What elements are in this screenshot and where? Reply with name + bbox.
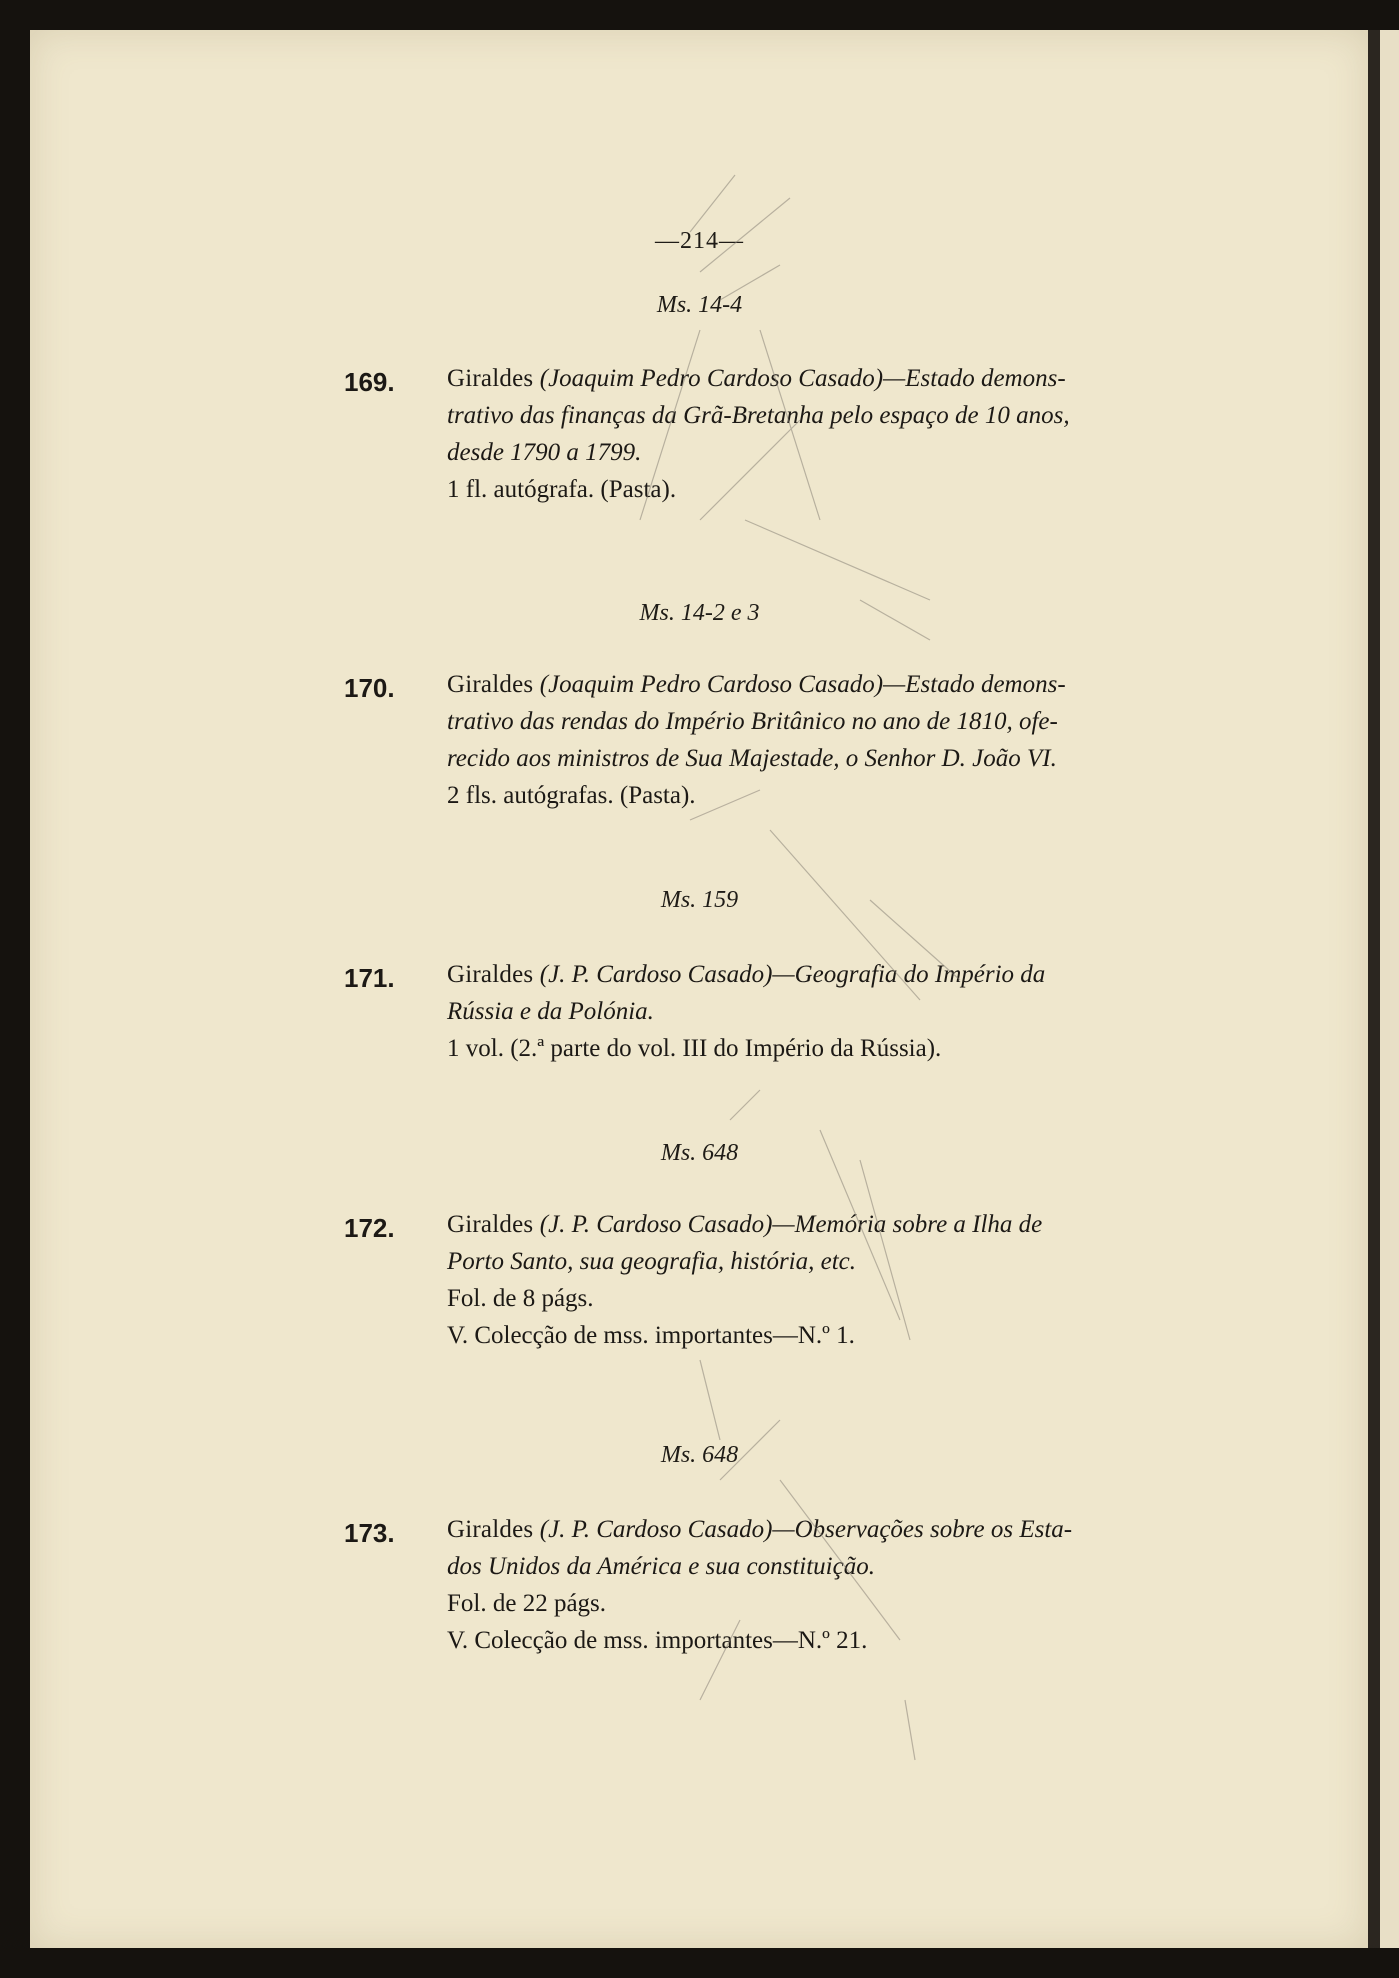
- physical-description: 1 fl. autógrafa. (Pasta).: [447, 476, 677, 503]
- physical-description: 2 fls. autógrafas. (Pasta).: [447, 782, 696, 809]
- entry-line: trativo das rendas do Império Britânico no ano de 1810, ofe-: [447, 708, 1058, 735]
- cross-reference: V. Colecção de mss. importantes—N.º 1.: [447, 1322, 855, 1349]
- shelfmark: Ms. 14-4: [656, 292, 743, 318]
- shelfmark: Ms. 648: [660, 1140, 739, 1166]
- entry-title: (J. P. Cardoso Casado)—Observações sobre os Esta-: [539, 1516, 1073, 1543]
- shelfmark: Ms. 14-2 e 3: [639, 600, 760, 626]
- author-surname: Giraldes: [447, 961, 540, 988]
- physical-description: Fol. de 22 págs.: [447, 1590, 607, 1617]
- entry-title: (Joaquim Pedro Cardoso Casado)—Estado demons-: [539, 671, 1066, 698]
- cross-reference: V. Colecção de mss. importantes—N.º 21.: [447, 1627, 868, 1654]
- physical-description: 1 vol. (2.ª parte do vol. III do Império da Rússia).: [447, 1035, 942, 1062]
- entry-line: [447, 666, 1172, 703]
- author-surname: Giraldes: [447, 365, 540, 392]
- catalog-entry: [344, 956, 1172, 1067]
- catalog-entry: [344, 1206, 1172, 1354]
- catalog-entry: [344, 360, 1172, 508]
- entry-line: Porto Santo, sua geografia, história, etc.: [447, 1248, 857, 1275]
- entry-line: Rússia e da Polónia.: [447, 998, 654, 1025]
- entry-number: 169.: [344, 367, 395, 397]
- entry-title: (J. P. Cardoso Casado)—Geografia do Império da: [539, 961, 1046, 988]
- entry-line: dos Unidos da América e sua constituição.: [447, 1553, 875, 1580]
- page-number: —214—: [655, 228, 744, 254]
- entry-number: 171.: [344, 963, 395, 993]
- author-surname: Giraldes: [447, 671, 540, 698]
- entry-number: 173.: [344, 1518, 395, 1548]
- shelfmark: Ms. 159: [660, 887, 739, 913]
- author-surname: Giraldes: [447, 1516, 540, 1543]
- catalog-entry: [344, 666, 1172, 814]
- entry-line: [447, 956, 1172, 993]
- entry-line: [447, 1206, 1172, 1243]
- entry-title: (Joaquim Pedro Cardoso Casado)—Estado demons-: [539, 365, 1066, 392]
- entry-line: [447, 360, 1172, 397]
- entry-title: (J. P. Cardoso Casado)—Memória sobre a Ilha de: [539, 1211, 1043, 1238]
- catalog-entry: [344, 1511, 1172, 1659]
- entry-line: desde 1790 a 1799.: [447, 439, 642, 466]
- physical-description: Fol. de 8 págs.: [447, 1285, 594, 1312]
- entry-number: 170.: [344, 673, 395, 703]
- entry-line: trativo das finanças da Grã-Bretanha pelo espaço de 10 anos,: [447, 402, 1070, 429]
- author-surname: Giraldes: [447, 1211, 540, 1238]
- shelfmark: Ms. 648: [660, 1442, 739, 1468]
- entry-line: recido aos ministros de Sua Majestade, o Senhor D. João VI.: [447, 745, 1057, 772]
- entry-line: [447, 1511, 1172, 1548]
- entry-number: 172.: [344, 1213, 395, 1243]
